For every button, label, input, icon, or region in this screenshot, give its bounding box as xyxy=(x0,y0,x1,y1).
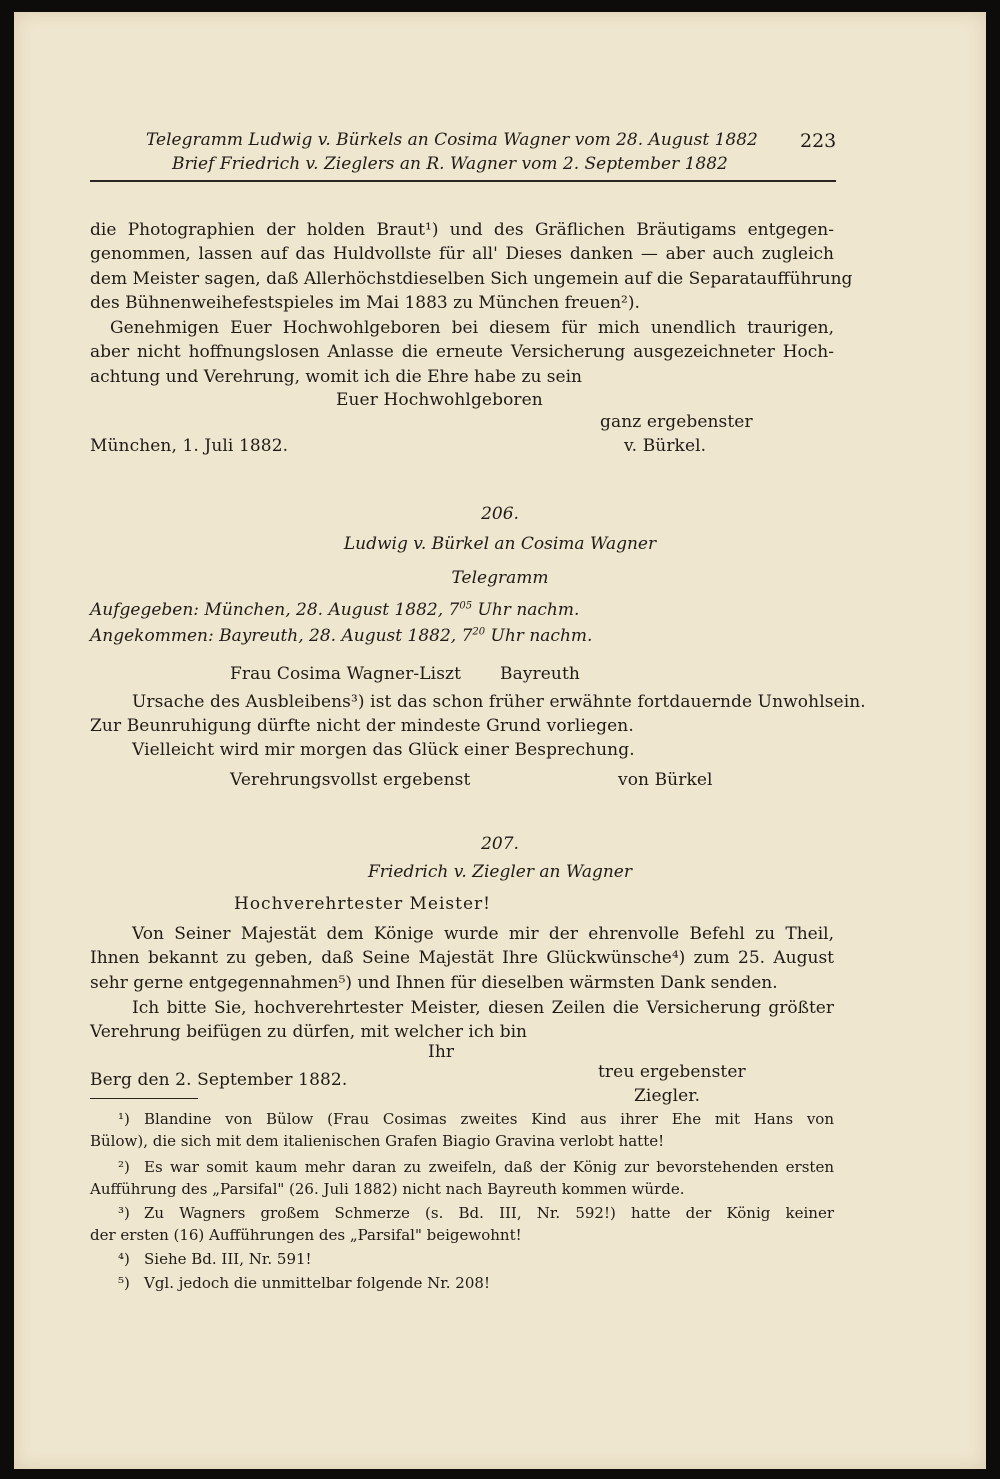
doc-207-closing: treu ergebenster xyxy=(598,1062,746,1082)
text-line: aber nicht hoffnungslosen Anlasse die erneute Versicherung ausgezeichneter Hoch- xyxy=(90,342,834,363)
sent-label: Aufgegeben: München, 28. August 1882, 7 xyxy=(90,600,460,620)
doc-206-title: Ludwig v. Bürkel an Cosima Wagner xyxy=(343,534,657,554)
doc-207-number: 207. xyxy=(481,834,519,854)
doc-206-line-2: Zur Beunruhigung dürfte nicht der mindeste Grund vorliegen. xyxy=(90,716,634,736)
footnote-1-line-2: Bülow), die sich mit dem italienischen Grafen Biagio Gravina verlobt hatte! xyxy=(90,1132,665,1150)
footnote-1-line-1: Blandine von Bülow (Frau Cosimas zweites Kind aus ihrer Ehe mit Hans von xyxy=(144,1110,834,1128)
doc-207-paragraph-1 xyxy=(90,922,834,995)
text-line: dem Meister sagen, daß Allerhöchstdieselben Sich ungemein auf die Separataufführung xyxy=(90,268,853,289)
text-line: achtung und Verehrung, womit ich die Ehre habe zu sein xyxy=(90,366,582,387)
doc-206-number: 206. xyxy=(481,504,519,524)
footnote-4-mark: ⁴) xyxy=(118,1250,130,1268)
text-line: des Bühnenweihefestspieles im Mai 1883 zu München freuen²). xyxy=(90,292,640,313)
prev-letter-place-date: München, 1. Juli 1882. xyxy=(90,436,289,456)
doc-207-ihr: Ihr xyxy=(428,1042,455,1062)
prev-letter-signature: v. Bürkel. xyxy=(624,436,707,456)
footnote-3-mark: ³) xyxy=(118,1204,130,1222)
doc-207-title: Friedrich v. Ziegler an Wagner xyxy=(368,862,632,882)
footnote-1-mark: ¹) xyxy=(118,1110,130,1128)
doc-207-place-date: Berg den 2. September 1882. xyxy=(90,1070,348,1090)
header-rule xyxy=(90,180,836,182)
sent-tail: Uhr nachm. xyxy=(472,600,580,620)
footnote-5-mark: ⁵) xyxy=(118,1274,130,1292)
book-page xyxy=(14,12,986,1469)
text-line: sehr gerne entgegennahmen⁵) und Ihnen für dieselben wärmsten Dank senden. xyxy=(90,972,778,993)
page-number: 223 xyxy=(800,130,837,152)
sent-minutes: 05 xyxy=(459,600,473,612)
received-label: Angekommen: Bayreuth, 28. August 1882, 7 xyxy=(90,626,473,646)
doc-206-line-1: Ursache des Ausbleibens³) ist das schon früher erwähnte fortdauernde Unwohlsein. xyxy=(132,692,866,712)
footnote-rule xyxy=(90,1098,198,1099)
prev-letter-paragraph-1 xyxy=(90,218,853,315)
received-tail: Uhr nachm. xyxy=(485,626,593,646)
footnote-5-line-1: Vgl. jedoch die unmittelbar folgende Nr. 208! xyxy=(144,1274,490,1292)
footnote-4-line-1: Siehe Bd. III, Nr. 591! xyxy=(144,1250,312,1268)
doc-207-signature: Ziegler. xyxy=(634,1086,701,1106)
doc-207-salutation: Hochverehrtester Meister! xyxy=(234,894,491,914)
doc-206-addressee-place: Bayreuth xyxy=(500,664,580,684)
footnote-2-mark: ²) xyxy=(118,1158,130,1176)
text-line: die Photographien der holden Braut¹) und des Gräflichen Bräutigams entgegen- xyxy=(90,220,834,240)
doc-206-subtitle: Telegramm xyxy=(451,568,549,588)
footnote-2-line-1: Es war somit kaum mehr daran zu zweifeln, daß der König zur bevorstehenden ersten xyxy=(144,1158,834,1176)
running-title-1: Telegramm Ludwig v. Bürkels an Cosima Wagner vom 28. August 1882 xyxy=(146,130,758,150)
text-line: Genehmigen Euer Hochwohlgeboren bei diesem für mich unendlich traurigen, xyxy=(110,318,834,338)
prev-letter-paragraph-2 xyxy=(90,316,834,389)
doc-206-closing: Verehrungsvollst ergebenst xyxy=(230,770,471,790)
text-line: Ich bitte Sie, hochverehrtester Meister, diesen Zeilen die Versicherung größter xyxy=(132,998,834,1018)
footnote-2-line-2: Aufführung des „Parsifal" (26. Juli 1882) nicht nach Bayreuth kommen würde. xyxy=(90,1180,685,1198)
text-line: genommen, lassen auf das Huldvollste für all' Dieses danken — aber auch zugleich xyxy=(90,244,834,265)
text-line: Ihnen bekannt zu geben, daß Seine Majestät Ihre Glückwünsche⁴) zum 25. August xyxy=(90,948,834,969)
text-line: Verehrung beifügen zu dürfen, mit welcher ich bin xyxy=(90,1022,527,1043)
prev-letter-closing: ganz ergebenster xyxy=(600,412,753,432)
doc-206-signature: von Bürkel xyxy=(618,770,713,790)
doc-206-addressee: Frau Cosima Wagner-Liszt xyxy=(230,664,462,684)
footnote-3-line-1: Zu Wagners großem Schmerze (s. Bd. III, Nr. 592!) hatte der König keiner xyxy=(144,1204,834,1222)
footnote-3-line-2: der ersten (16) Aufführungen des „Parsifal" beigewohnt! xyxy=(90,1226,522,1244)
doc-207-paragraph-2 xyxy=(90,996,834,1045)
doc-206-received-line xyxy=(90,626,592,646)
prev-letter-salutation: Euer Hochwohlgeboren xyxy=(336,390,543,410)
doc-206-line-3: Vielleicht wird mir morgen das Glück einer Besprechung. xyxy=(132,740,635,760)
running-title-2: Brief Friedrich v. Zieglers an R. Wagner vom 2. September 1882 xyxy=(172,154,728,174)
text-line: Von Seiner Majestät dem Könige wurde mir der ehrenvolle Befehl zu Theil, xyxy=(132,924,834,944)
received-minutes: 20 xyxy=(472,626,486,638)
doc-206-sent-line xyxy=(90,600,579,620)
